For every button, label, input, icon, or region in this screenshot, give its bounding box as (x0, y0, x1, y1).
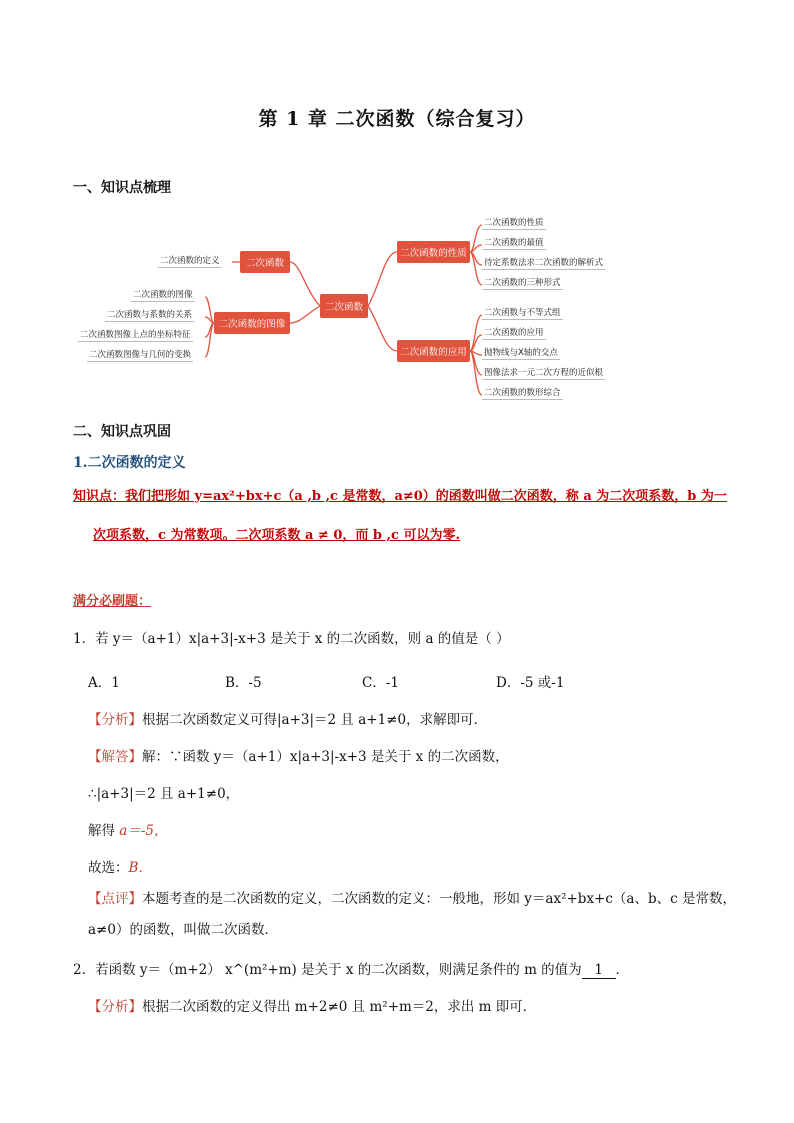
q1-stem: 1．若 y＝（a+1）x|a+3|-x+3 是关于 x 的二次函数，则 a 的值是（ ） (73, 631, 510, 647)
answer-tag: 【解答】 (88, 749, 142, 765)
knowledge-line-2: 次项系数，c 为常数项。二次项系数 a ≠ 0，而 b ,c 可以为零. (93, 528, 461, 543)
node-left-bottom: 二次函数的图像 (214, 312, 290, 334)
q1-option-b: B．-5 (225, 675, 262, 691)
leaf-rt-3: 待定系数法求二次函数的解析式 (484, 258, 604, 268)
knowledge-line-1: 知识点：我们把形如 y=ax²+bx+c（a ,b ,c 是常数，a≠0）的函数叫做二次函数，称 a 为二次项系数，b 为一 (73, 489, 727, 504)
q1-step-3: 故选：B． (88, 860, 152, 876)
leaf-rt-2: 二次函数的最值 (484, 238, 544, 248)
q1-option-a: A．1 (88, 675, 120, 691)
leaf-rb-5: 二次函数的数形综合 (484, 388, 561, 398)
connector-lb-4 (205, 323, 214, 357)
q1-option-d: D．-5 或-1 (496, 675, 565, 691)
connector-rt-4 (470, 252, 482, 285)
leaf-rb-1: 二次函数与不等式组 (484, 308, 561, 318)
node-right-bottom: 二次函数的应用 (397, 340, 470, 362)
q1-comment-2: a≠0）的函数，叫做二次函数． (88, 922, 278, 938)
node-right-top: 二次函数的性质 (397, 241, 470, 263)
leaf-rt-4: 二次函数的三种形式 (484, 278, 561, 288)
q1-step-2: 解得 a＝-5， (88, 823, 168, 839)
q1-analysis: 【分析】根据二次函数定义可得|a+3|＝2 且 a+1≠0，求解即可． (88, 712, 488, 728)
connector-rb-5 (470, 351, 482, 395)
leaf-lb-2: 二次函数与系数的关系 (107, 310, 193, 320)
subsection-heading: 1.二次函数的定义 (73, 455, 186, 471)
node-left-top: 二次函数 (240, 251, 290, 273)
analysis-tag: 【分析】 (88, 999, 142, 1015)
connector-center-right-bottom (368, 306, 397, 351)
leaf-rt-1: 二次函数的性质 (484, 218, 544, 228)
section-heading-2: 二、知识点巩固 (73, 424, 171, 440)
q2-stem: 2．若函数 y＝（m+2） x^(m²+m) 是关于 x 的二次函数，则满足条件的 m 的值为 1 ． (73, 962, 630, 978)
section-heading-1: 一、知识点梳理 (73, 180, 171, 196)
analysis-tag: 【分析】 (88, 712, 142, 728)
connector-rt-2 (470, 245, 482, 252)
comment-tag: 【点评】 (88, 891, 142, 907)
center-node: 二次函数 (320, 294, 368, 318)
q1-option-c: C．-1 (362, 675, 399, 691)
leaf-lb-1: 二次函数的图像 (133, 290, 193, 300)
leaf-rb-4: 图像法求一元二次方程的近似根 (484, 368, 604, 378)
connector-rb-1 (470, 315, 482, 351)
connector-center-right-top (368, 252, 397, 306)
leaf-rb-3: 抛物线与X轴的交点 (484, 348, 558, 358)
q2-answer-blank: 1 (582, 962, 616, 979)
q2-analysis: 【分析】根据二次函数的定义得出 m+2≠0 且 m²+m＝2，求出 m 即可． (88, 999, 537, 1015)
connector-center-left-top (290, 262, 320, 306)
q1-answer: 【解答】解：∵函数 y＝（a+1）x|a+3|-x+3 是关于 x 的二次函数， (88, 749, 509, 765)
q1-step-1: ∴|a+3|＝2 且 a+1≠0， (88, 786, 240, 802)
leaf-rb-2: 二次函数的应用 (484, 328, 544, 338)
page-title: 第 1 章 二次函数（综合复习） (258, 108, 536, 130)
leaf-lb-3: 二次函数图像上点的坐标特征 (80, 330, 191, 340)
connector-center-left-bottom (290, 306, 320, 323)
q1-comment-1: 【点评】本题考查的是二次函数的定义，二次函数的定义：一般地，形如 y＝ax²+bx+c（a、b、c 是常数， (88, 891, 736, 907)
leaf-definition: 二次函数的定义 (160, 256, 220, 266)
must-do-heading: 满分必刷题： (73, 594, 152, 609)
leaf-lb-4: 二次函数图像与几何的变换 (89, 350, 192, 360)
